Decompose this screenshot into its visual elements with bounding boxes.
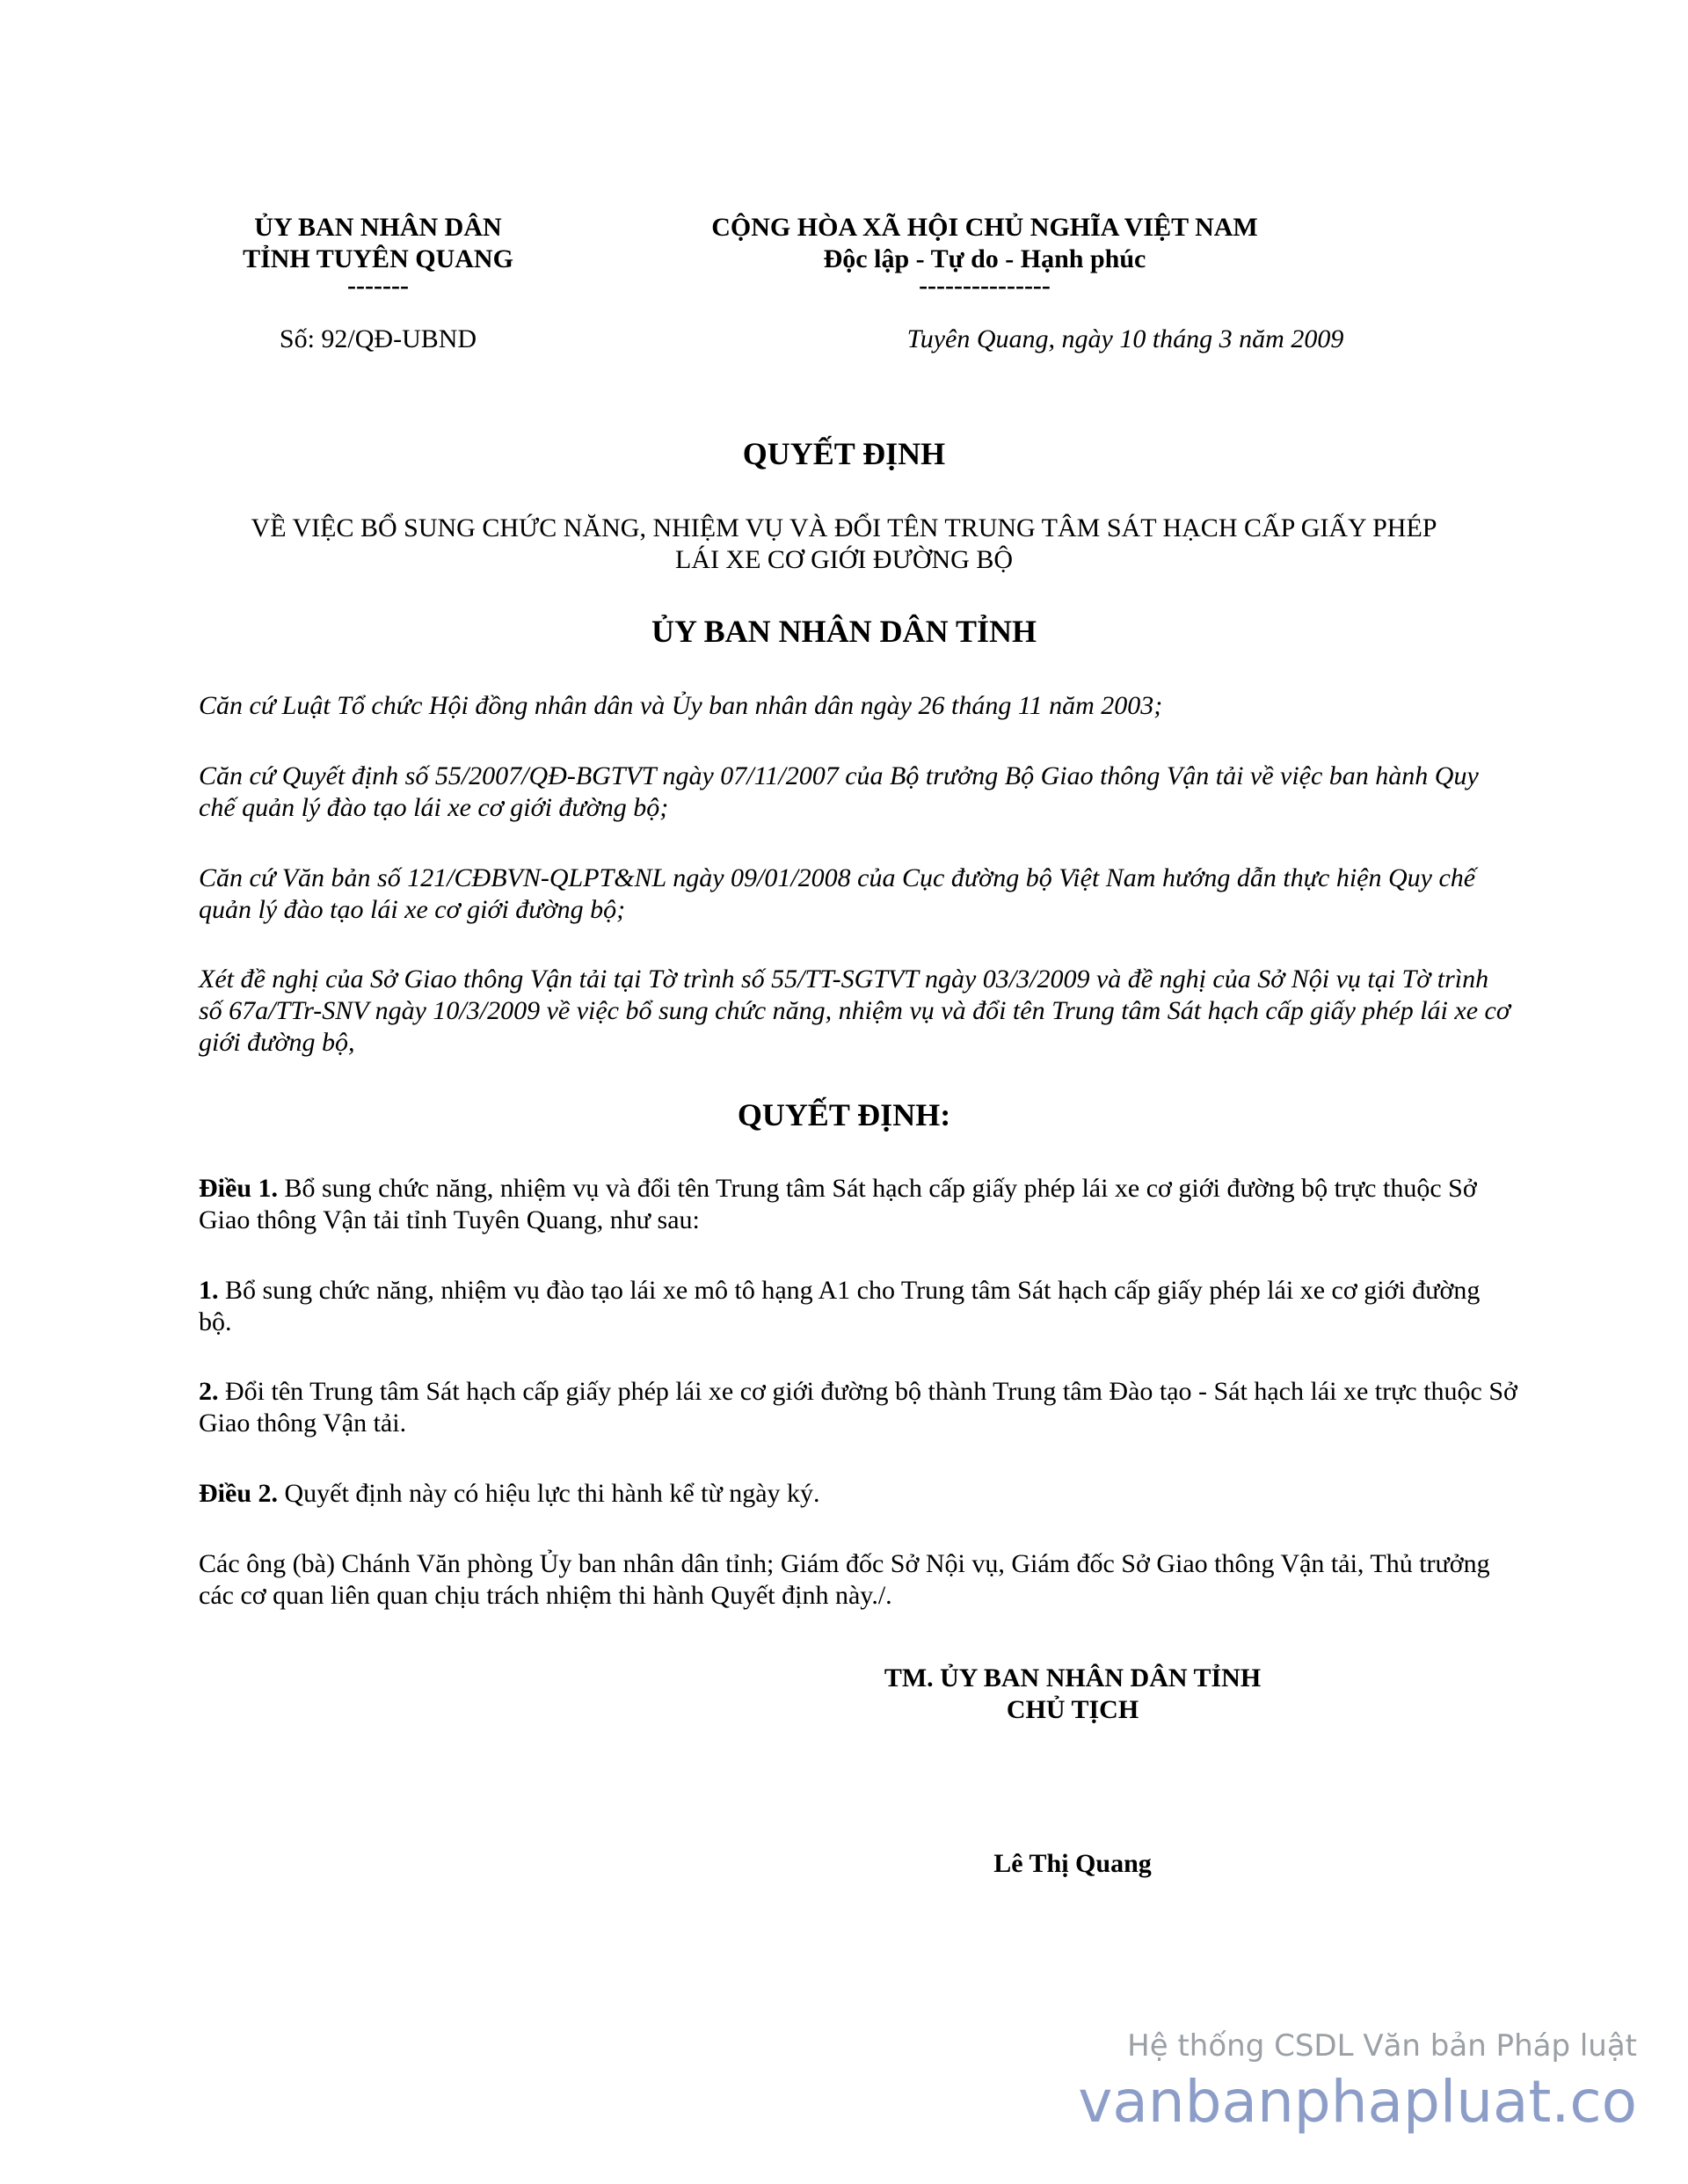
item-2 bbox=[199, 1376, 1517, 1439]
signature-position: CHỦ TỊCH bbox=[1006, 1695, 1139, 1724]
country-name: CỘNG HÒA XÃ HỘI CHỦ NGHĨA VIỆT NAM bbox=[711, 213, 1258, 242]
decision-heading: QUYẾT ĐỊNH: bbox=[737, 1097, 951, 1132]
authority-heading: ỦY BAN NHÂN DÂN TỈNH bbox=[651, 614, 1037, 649]
item-1-text: Bổ sung chức năng, nhiệm vụ đào tạo lái xe mô tô hạng A1 cho Trung tâm Sát hạch cấp giấy phép lái xe cơ giới đường bộ. bbox=[199, 1276, 1481, 1336]
issuer-line2: TỈNH TUYÊN QUANG bbox=[243, 244, 513, 273]
preamble-paragraph: Căn cứ Luật Tổ chức Hội đồng nhân dân và Ủy ban nhân dân ngày 26 tháng 11 năm 2003; bbox=[199, 691, 1163, 720]
signer-name: Lê Thị Quang bbox=[993, 1849, 1152, 1878]
item-1 bbox=[199, 1275, 1517, 1338]
issuer-block bbox=[202, 212, 554, 300]
article-2-text: Quyết định này có hiệu lực thi hành kể từ ngày ký. bbox=[278, 1479, 820, 1508]
preamble-paragraph: Căn cứ Quyết định số 55/2007/QĐ-BGTVT ngày 07/11/2007 của Bộ trưởng Bộ Giao thông Vận tải về việc ban hành Quy chế quản lý đào tạo lái xe cơ giới đường bộ; bbox=[199, 761, 1479, 822]
subtitle-line1: VỀ VIỆC BỔ SUNG CHỨC NĂNG, NHIỆM VỤ VÀ ĐỔI TÊN TRUNG TÂM SÁT HẠCH CẤP GIẤY PHÉP bbox=[251, 513, 1437, 542]
closing-paragraph: Các ông (bà) Chánh Văn phòng Ủy ban nhân dân tỉnh; Giám đốc Sở Nội vụ, Giám đốc Sở Giao thông Vận tải, Thủ trưởng các cơ quan liên quan chịu trách nhiệm thi hành Quyết định này./. bbox=[199, 1549, 1490, 1610]
watermark-url: vanbanphapluat.co bbox=[1078, 2068, 1637, 2136]
document-number: Số: 92/QĐ-UBND bbox=[279, 324, 477, 353]
signature-title: TM. ỦY BAN NHÂN DÂN TỈNH bbox=[884, 1663, 1262, 1693]
preamble-paragraph: Căn cứ Văn bản số 121/CĐBVN-QLPT&NL ngày 09/01/2008 của Cục đường bộ Việt Nam hướng dẫn thực hiện Quy chế quản lý đào tạo lái xe cơ giới đường bộ; bbox=[199, 863, 1476, 924]
article-1-text: Bổ sung chức năng, nhiệm vụ và đổi tên Trung tâm Sát hạch cấp giấy phép lái xe cơ giới đường bộ trực thuộc Sở Giao thông Vận tải tỉnh Tuyên Quang, như sau: bbox=[199, 1174, 1477, 1234]
preamble-paragraph: Xét đề nghị của Sở Giao thông Vận tải tại Tờ trình số 55/TT-SGTVT ngày 03/3/2009 và đề nghị của Sở Nội vụ tại Tờ trình số 67a/TTr-SNV ngày 10/3/2009 về việc bổ sung chức năng, nhiệm vụ và đổi tên Trung tâm Sát hạch cấp giấy phép lái xe cơ giới đường bộ, bbox=[199, 965, 1510, 1057]
national-motto-block bbox=[651, 212, 1319, 300]
document-date: Tuyên Quang, ngày 10 tháng 3 năm 2009 bbox=[906, 324, 1344, 353]
signature-block bbox=[826, 1663, 1319, 1726]
article-1 bbox=[199, 1173, 1517, 1236]
item-1-label: 1. bbox=[199, 1276, 219, 1305]
subtitle-line2: LÁI XE CƠ GIỚI ĐƯỜNG BỘ bbox=[674, 545, 1014, 574]
item-2-text: Đổi tên Trung tâm Sát hạch cấp giấy phép lái xe cơ giới đường bộ thành Trung tâm Đào tạo - Sát hạch lái xe trực thuộc Sở Giao thông Vận tải. bbox=[199, 1377, 1517, 1438]
watermark-caption: Hệ thống CSDL Văn bản Pháp luật bbox=[1127, 2028, 1637, 2064]
motto: Độc lập - Tự do - Hạnh phúc bbox=[823, 244, 1146, 273]
document-title: QUYẾT ĐỊNH bbox=[742, 436, 946, 471]
motto-rule: --------------- bbox=[919, 271, 1051, 300]
issuer-rule: ------- bbox=[347, 271, 409, 300]
document-subtitle bbox=[193, 513, 1495, 576]
issuer-line1: ỦY BAN NHÂN DÂN bbox=[254, 213, 502, 242]
item-2-label: 2. bbox=[199, 1377, 219, 1406]
article-2 bbox=[199, 1478, 1517, 1510]
article-1-label: Điều 1. bbox=[199, 1174, 278, 1203]
article-2-label: Điều 2. bbox=[199, 1479, 278, 1508]
